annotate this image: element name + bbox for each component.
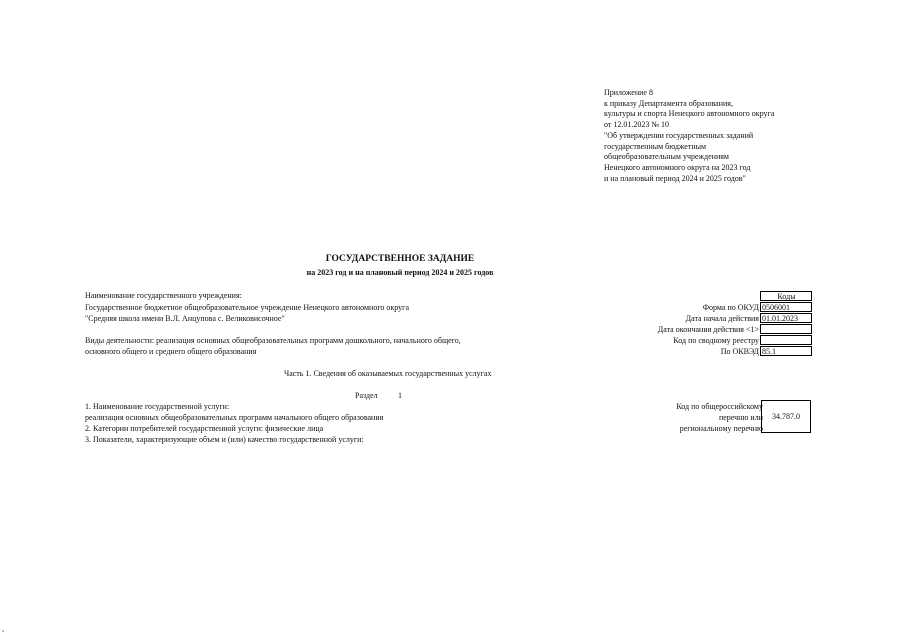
institution-name-line2: "Средняя школа имени В.Л. Анцупова с. Великовисочное"	[85, 314, 285, 323]
page-corner-mark	[2, 630, 4, 632]
appendix-line: от 12.01.2023 № 10	[604, 120, 670, 130]
registry-label-line3: региональному перечню	[679, 424, 763, 433]
appendix-line: государственным бюджетным	[604, 141, 707, 151]
activity-line2: основного общего и среднего общего образования	[85, 347, 257, 356]
code-value-end-date	[760, 324, 812, 334]
part-title: Часть 1. Сведения об оказываемых государственных услугах	[284, 369, 492, 378]
appendix-line: Приложение 8	[604, 88, 653, 97]
service-item3: 3. Показатели, характеризующие объем и (или) качество государственной услуги:	[85, 435, 364, 444]
code-value-okved: 85.1	[760, 346, 812, 356]
code-label-end-date: Дата окончания действия <1>	[657, 325, 759, 334]
code-label-start-date: Дата начала действия	[685, 314, 759, 323]
service-item1-label: 1. Наименование государственной услуги:	[85, 402, 230, 411]
code-value-start-date: 01.01.2023	[760, 313, 812, 323]
appendix-line: Ненецкого автономного округа на 2023 год	[604, 162, 751, 172]
appendix-line: общеобразовательным учреждениям	[604, 152, 729, 162]
registry-code-box: 34.787.0	[761, 400, 811, 433]
code-label-registry: Код по сводному реестру	[673, 336, 759, 345]
section-number: 1	[398, 391, 402, 400]
code-label-okud: Форма по ОКУД	[702, 303, 759, 312]
document-title: ГОСУДАРСТВЕННОЕ ЗАДАНИЕ	[325, 254, 475, 264]
code-label-okved: По ОКВЭД	[720, 347, 759, 356]
registry-label-line1: Код по общероссийскому	[676, 402, 763, 411]
institution-name-line1: Государственное бюджетное общеобразовательное учреждение Ненецкого автономного округа	[85, 303, 410, 312]
institution-label: Наименование государственного учреждения:	[85, 291, 242, 300]
code-value-okud: 0506001	[760, 302, 812, 312]
appendix-line: к приказу Департамента образования,	[604, 98, 733, 108]
document-subtitle: на 2023 год и на плановый период 2024 и 2025 годов	[306, 268, 494, 277]
registry-label-line2: перечню или	[718, 413, 763, 422]
appendix-block	[604, 88, 774, 184]
activity-line1: Виды деятельности: реализация основных общеобразовательных программ дошкольного, начального общего,	[85, 336, 461, 345]
appendix-line: и на плановый период 2024 и 2025 годов"	[604, 173, 746, 183]
service-item2: 2. Категории потребителей государственной услуги: физические лица	[85, 424, 324, 433]
codes-header: Коды	[760, 291, 812, 301]
code-value-registry	[760, 335, 812, 345]
appendix-line: "Об утверждении государственных заданий	[604, 130, 754, 140]
appendix-line: культуры и спорта Ненецкого автономного округа	[604, 109, 775, 119]
service-item1-value: реализация основных общеобразовательных программ начального общего образования	[85, 413, 384, 422]
section-label: Раздел	[355, 391, 378, 400]
